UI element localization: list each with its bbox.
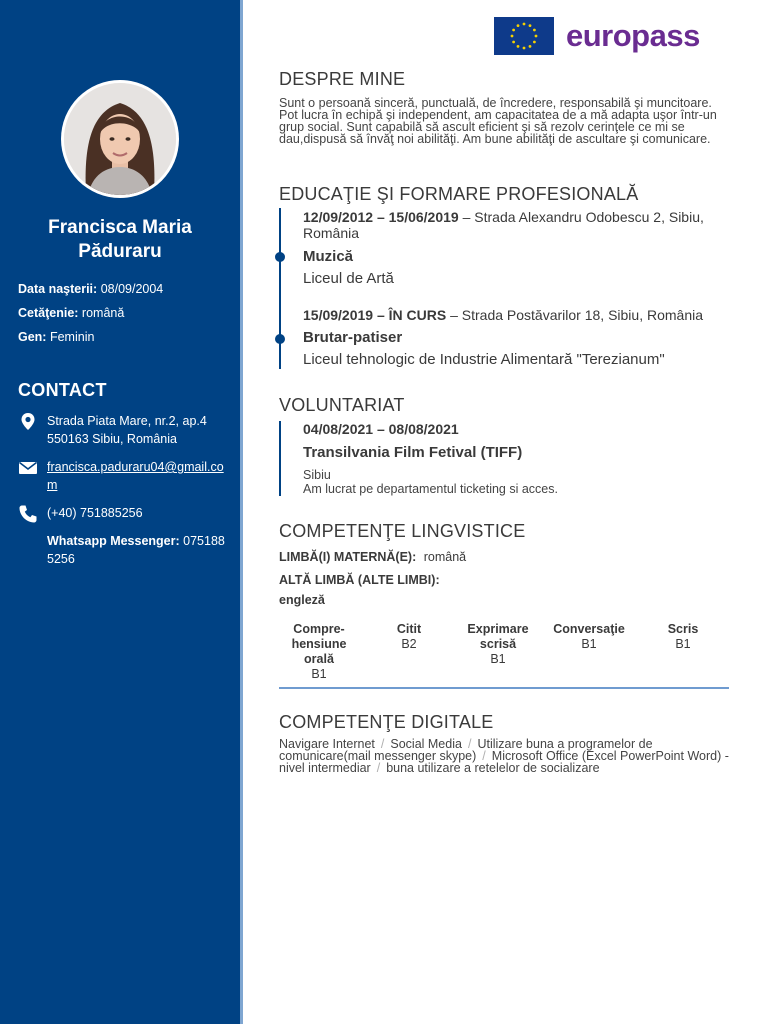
name-line-1: Francisca Maria (48, 217, 192, 238)
contact-title: CONTACT (18, 380, 107, 400)
whatsapp-label: Whatsapp Messenger: (47, 534, 180, 548)
separator: / (376, 761, 381, 775)
mother-tongue-label: LIMBĂ(I) MATERNĂ(E): (279, 550, 417, 564)
citizenship (18, 305, 124, 321)
education-entry-1-dates: 12/09/2012 – 15/06/2019 – Strada Alexandru Odobescu 2, Sibiu, România (303, 209, 704, 241)
column-header: hensiune (291, 637, 347, 651)
birth-date-label: Data naşterii: (18, 282, 98, 296)
section-title-education: EDUCAŢIE ŞI FORMARE PROFESIONALĂ (279, 184, 639, 204)
level-column-writing (643, 622, 723, 652)
digital-skill: buna utilizare a retelelor de socializare (386, 761, 600, 775)
education-entry-2-period: 15/09/2019 – ÎN CURS (303, 307, 447, 323)
education-entry-1-period: 12/09/2012 – 15/06/2019 (303, 209, 459, 225)
level-column-listening (279, 622, 359, 682)
email-link[interactable]: francisca.paduraru04@gmail.com (47, 460, 224, 492)
gender-label: Gen: (18, 330, 47, 344)
education-entry-1 (303, 209, 733, 288)
languages-divider (279, 687, 729, 689)
about-text: Sunt o persoană sinceră, punctuală, de încredere, responsabilă şi muncitoare. Pot lucra în echipă şi independent, am capacitatea de a mă adapta uşor într-un grup social. Sunt capabilă să ascult eficient şi să rezolv cerinţele ce mi se dau,dispusă să învăţ noi abilităţi. Am bune abilităţi de ascultare şi comunicare. (279, 96, 717, 146)
avatar (64, 83, 176, 195)
birth-date-value: 08/09/2004 (100, 282, 164, 296)
contact-phone (18, 504, 230, 524)
level-column-reading (369, 622, 449, 652)
column-header: Citit (396, 622, 422, 636)
person-name (0, 216, 240, 264)
education-entry-2-dates: 15/09/2019 – ÎN CURS – Strada Postăvarilor 18, Sibiu, România (303, 307, 704, 323)
eu-flag-icon (494, 17, 554, 55)
mother-tongue-value: română (423, 550, 467, 564)
whatsapp-text (47, 532, 227, 568)
citizenship-label: Cetăţenie: (18, 306, 79, 320)
digital-skill: Microsoft Office (Excel PowerPoint Word) - nivel intermediar (279, 749, 729, 775)
column-header: Exprimare (467, 622, 529, 636)
contact-address (18, 412, 230, 450)
column-header: Scris (667, 622, 699, 636)
separator: / (482, 749, 486, 763)
education-entry-1-institution: Liceul de Artă (303, 270, 394, 287)
education-entry-1-location: Strada Alexandru Odobescu 2, Sibiu, România (303, 209, 704, 241)
volunteer-entry (303, 421, 733, 496)
education-entry-2-location: Strada Postăvarilor 18, Sibiu, România (461, 307, 704, 323)
portrait-image (64, 83, 176, 195)
level-value: B1 (490, 652, 506, 666)
level-column-spoken-production (458, 622, 538, 667)
volunteer-dates: 04/08/2021 – 08/08/2021 (303, 421, 459, 437)
language-name: engleză (279, 593, 325, 607)
mother-tongue (279, 550, 466, 564)
digital-skill: Social Media (390, 737, 462, 751)
envelope-icon (18, 458, 38, 478)
birth-date (18, 281, 163, 297)
digital-skill: Navigare Internet (279, 737, 375, 751)
europass-logo (494, 17, 704, 57)
europass-wordmark: europass (566, 18, 700, 53)
citizenship-value: română (81, 306, 125, 320)
level-value: B2 (401, 637, 417, 651)
separator: / (467, 737, 472, 751)
section-title-languages: COMPETENŢE LINGVISTICE (279, 521, 526, 541)
column-header: Compre- (293, 622, 345, 636)
section-title-volunteer: VOLUNTARIAT (279, 395, 405, 415)
education-entry-2-institution: Liceul tehnologic de Industrie Alimentară "Terezianum" (303, 351, 665, 368)
sidebar-divider (240, 0, 243, 1024)
other-languages-label: ALTĂ LIMBĂ (ALTE LIMBI): (279, 573, 440, 587)
language-levels-table (279, 622, 729, 688)
volunteer-event: Transilvania Film Fetival (TIFF) (303, 444, 523, 461)
column-header: scrisă (479, 637, 517, 651)
location-pin-icon (18, 412, 38, 432)
contact-email (18, 458, 230, 496)
phone-number: (+40) 751885256 (47, 506, 143, 520)
separator: / (380, 737, 385, 751)
gender (18, 329, 94, 345)
volunteer-timeline-line (279, 421, 281, 496)
gender-value: Feminin (49, 330, 95, 344)
education-entry-2-title: Brutar-patiser (303, 329, 403, 346)
digital-skill: Utilizare buna a programelor de comunicare(mail messenger skype) (279, 737, 653, 763)
education-timeline-line (279, 208, 281, 369)
sidebar (0, 0, 240, 1024)
whatsapp-number: 0751885256 (47, 534, 225, 566)
volunteer-description: Am lucrat pe departamentul ticketing si acces. (303, 482, 558, 496)
profile-photo (61, 80, 179, 198)
digital-skills-list (279, 738, 729, 774)
phone-icon (18, 504, 38, 524)
address-line-2: 550163 Sibiu, România (47, 432, 177, 446)
name-line-2: Păduraru (78, 241, 162, 262)
address-line-1: Strada Piata Mare, nr.2, ap.4 (47, 414, 207, 428)
volunteer-city: Sibiu (303, 468, 331, 482)
column-header: Conversaţie (553, 622, 625, 636)
level-column-conversation (543, 622, 635, 652)
column-header: orală (304, 652, 334, 666)
level-value: B1 (675, 637, 691, 651)
timeline-dot (275, 334, 285, 344)
contact-whatsapp (18, 532, 230, 570)
section-title-about: DESPRE MINE (279, 69, 406, 89)
address-text (47, 412, 227, 448)
section-title-digital: COMPETENŢE DIGITALE (279, 712, 494, 732)
education-entry-1-title: Muzică (303, 248, 354, 265)
level-value: B1 (311, 667, 327, 681)
level-value: B1 (581, 637, 597, 651)
education-entry-2 (303, 307, 733, 369)
timeline-dot (275, 252, 285, 262)
